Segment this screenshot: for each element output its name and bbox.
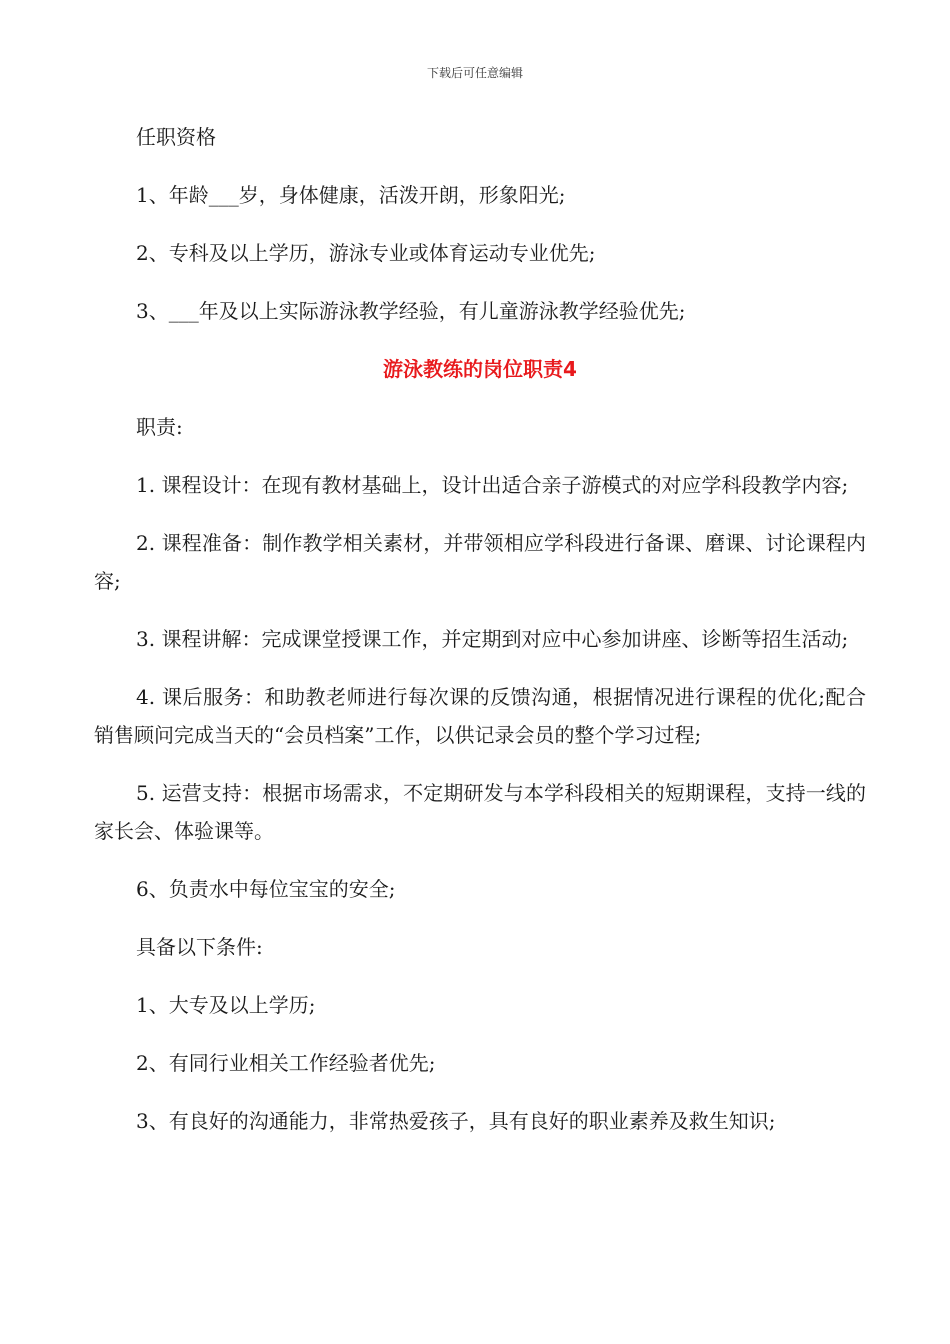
list-item: 1、年龄___岁，身体健康，活泼开朗，形象阳光; [136, 183, 566, 207]
list-item: 2. 课程准备：制作教学相关素材，并带领相应学科段进行备课、磨课、讨论课程内容; [94, 531, 866, 593]
section-title-qualifications: 任职资格 [136, 125, 216, 149]
list-item: 2、有同行业相关工作经验者优先; [136, 1051, 436, 1075]
list-item: 4. 课后服务：和助教老师进行每次课的反馈沟通，根据情况进行课程的优化;配合销售顾问完成当天的“会员档案”工作，以供记录会员的整个学习过程; [94, 685, 866, 747]
list-item: 1、大专及以上学历; [136, 993, 316, 1017]
list-item: 3、有良好的沟通能力，非常热爱孩子，具有良好的职业素养及救生知识; [136, 1109, 776, 1133]
section-title-duties: 职责: [136, 415, 183, 439]
list-item: 6、负责水中每位宝宝的安全; [136, 877, 396, 901]
section-title-requirements: 具备以下条件: [136, 935, 263, 959]
list-item: 3、___年及以上实际游泳教学经验，有儿童游泳教学经验优先; [136, 299, 686, 323]
page-header: 下载后可任意编辑 [426, 66, 523, 80]
list-item: 3. 课程讲解：完成课堂授课工作，并定期到对应中心参加讲座、诊断等招生活动; [136, 627, 849, 651]
document-body [94, 118, 866, 1160]
list-item: 1. 课程设计：在现有教材基础上，设计出适合亲子游模式的对应学科段教学内容; [136, 473, 849, 497]
list-item: 5. 运营支持：根据市场需求，不定期研发与本学科段相关的短期课程，支持一线的家长会、体验课等。 [94, 781, 866, 843]
list-item: 2、专科及以上学历，游泳专业或体育运动专业优先; [136, 241, 596, 265]
section-heading: 游泳教练的岗位职责4 [383, 357, 577, 381]
